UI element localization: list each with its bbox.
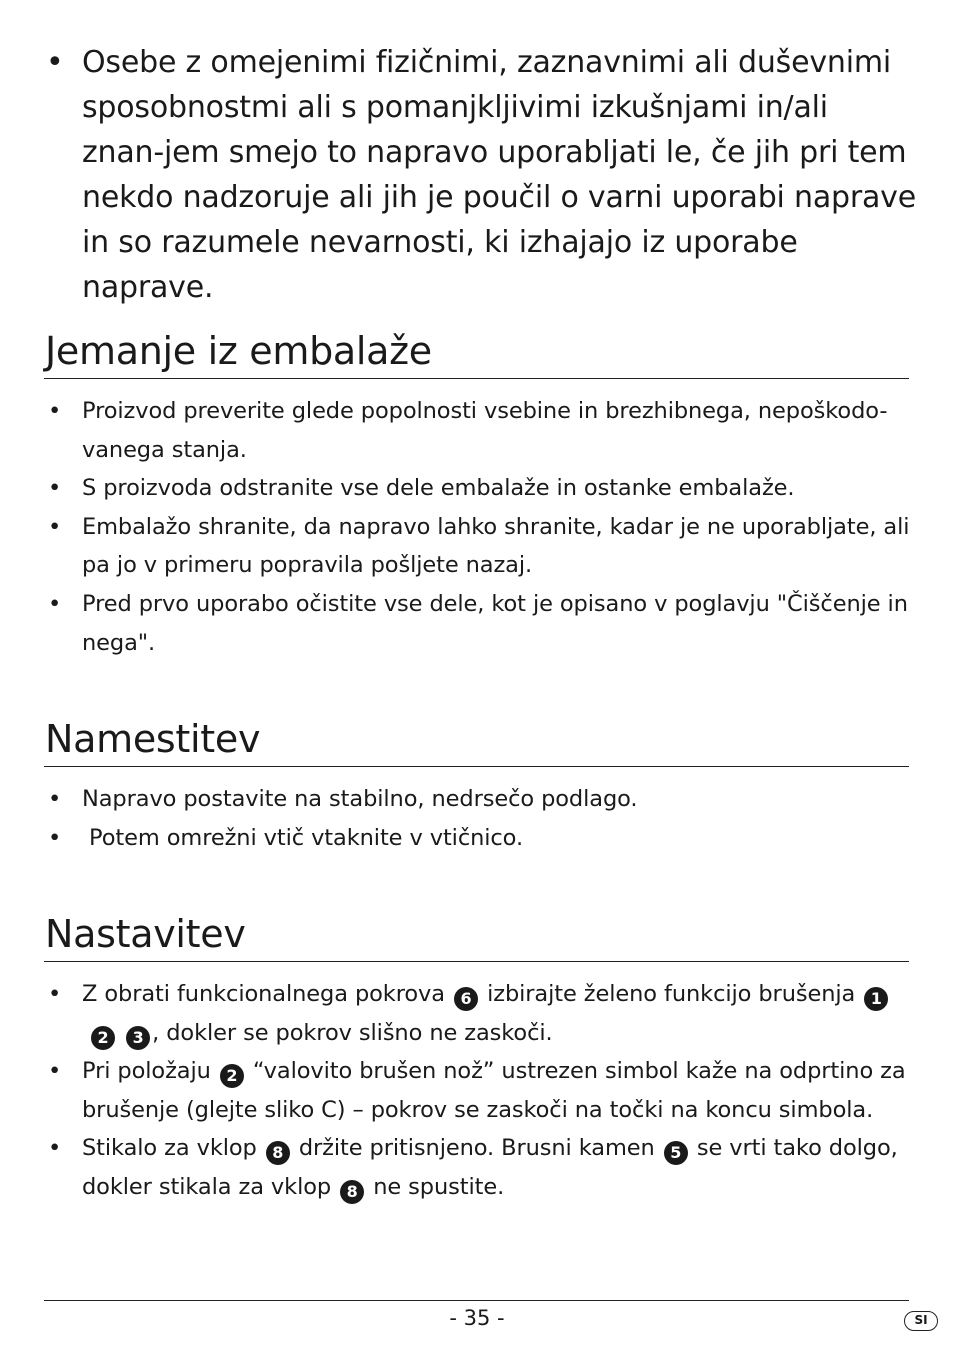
list-item: [48, 1129, 910, 1206]
part-number-badge: 5: [664, 1141, 688, 1165]
installation-list: [48, 780, 910, 857]
text-run: Z obrati funkcionalnega pokrova: [82, 981, 453, 1007]
safety-bullet-item: [46, 40, 916, 310]
text-run: se vrti tako dolgo, dokler stikala za vklop: [82, 1135, 898, 1200]
list-item: [48, 585, 910, 662]
list-item-text: Napravo postavite na stabilno, nedrsečo podlago.: [82, 786, 638, 812]
part-number-badge: 8: [266, 1141, 290, 1165]
part-number-badge: 3: [126, 1026, 150, 1050]
list-item-text: Pred prvo uporabo očistite vse dele, kot je opisano v poglavju "Čiščenje in nega".: [82, 590, 908, 656]
text-run: ne spustite.: [366, 1173, 505, 1200]
part-number-badge: 2: [91, 1026, 115, 1050]
safety-intro: [46, 40, 916, 310]
text-run: Stikalo za vklop: [82, 1135, 264, 1162]
text-run: “valovito brušen nož” ustrezen simbol kaže na odprtino za brušenje (glejte sliko C) – pokrov se zaskoči na točki na koncu simbola.: [82, 1058, 906, 1123]
list-item: [48, 975, 910, 1052]
safety-text: Osebe z omejenimi fizičnimi, zaznavnimi ali duševnimi sposobnostmi ali s pomanjkljivimi izkušnjami in/ali znan-jem smejo to napravo uporabljati le, če jih pri tem nekdo nadzoruje ali jih je poučil o varni uporabi naprave in so razumele nevarnosti, ki izhajajo iz uporabe naprave.: [82, 45, 916, 305]
heading-rule: [44, 378, 909, 379]
part-number-badge: 2: [220, 1064, 244, 1088]
language-badge: SI: [904, 1311, 938, 1331]
bullet-icon: •: [48, 824, 62, 851]
bullet-icon: •: [48, 513, 62, 540]
unpacking-list: [48, 392, 910, 662]
heading-unpacking: Jemanje iz embalaže: [45, 329, 432, 373]
bullet-icon: •: [48, 786, 62, 812]
list-item: [48, 469, 910, 508]
bullet-icon: •: [48, 398, 62, 424]
list-item: [48, 819, 910, 858]
footer-rule: [44, 1300, 909, 1301]
list-item-text: [82, 1135, 898, 1200]
list-item: [48, 508, 910, 585]
heading-rule: [44, 766, 909, 767]
text-run: izbirajte želeno funkcijo brušenja: [480, 981, 863, 1007]
text-run: Pri položaju: [82, 1058, 218, 1085]
bullet-icon: •: [48, 475, 62, 502]
page-number: - 35 -: [449, 1306, 505, 1330]
list-item-text: Proizvod preverite glede popolnosti vsebine in brezhibnega, nepoškodo-vanega stanja.: [82, 398, 888, 463]
bullet-icon: •: [48, 1058, 62, 1085]
list-item: [48, 392, 910, 469]
part-number-badge: 1: [864, 987, 888, 1011]
text-run: držite pritisnjeno. Brusni kamen: [291, 1135, 662, 1162]
heading-setting: Nastavitev: [45, 912, 246, 956]
bullet-icon: •: [46, 45, 64, 80]
part-number-badge: 8: [340, 1180, 364, 1204]
list-item-text: [82, 1058, 906, 1123]
list-item: [48, 1052, 910, 1129]
list-item-text: Potem omrežni vtič vtaknite v vtičnico.: [82, 824, 524, 851]
text-run: [117, 1020, 124, 1046]
setting-list: [48, 975, 910, 1207]
heading-installation: Namestitev: [45, 717, 261, 761]
text-run: , dokler se pokrov slišno ne zaskoči.: [152, 1019, 553, 1046]
list-item-text: S proizvoda odstranite vse dele embalaže in ostanke embalaže.: [82, 475, 795, 502]
list-item-text: [82, 981, 890, 1046]
list-item: [48, 780, 910, 819]
part-number-badge: 6: [454, 987, 478, 1011]
list-item-text: Embalažo shranite, da napravo lahko shranite, kadar je ne uporabljate, ali pa jo v primeru popravila pošljete nazaj.: [82, 513, 910, 579]
bullet-icon: •: [48, 1135, 62, 1162]
heading-rule: [44, 961, 909, 962]
bullet-icon: •: [48, 590, 62, 617]
text-run: [82, 1020, 89, 1046]
bullet-icon: •: [48, 981, 62, 1007]
